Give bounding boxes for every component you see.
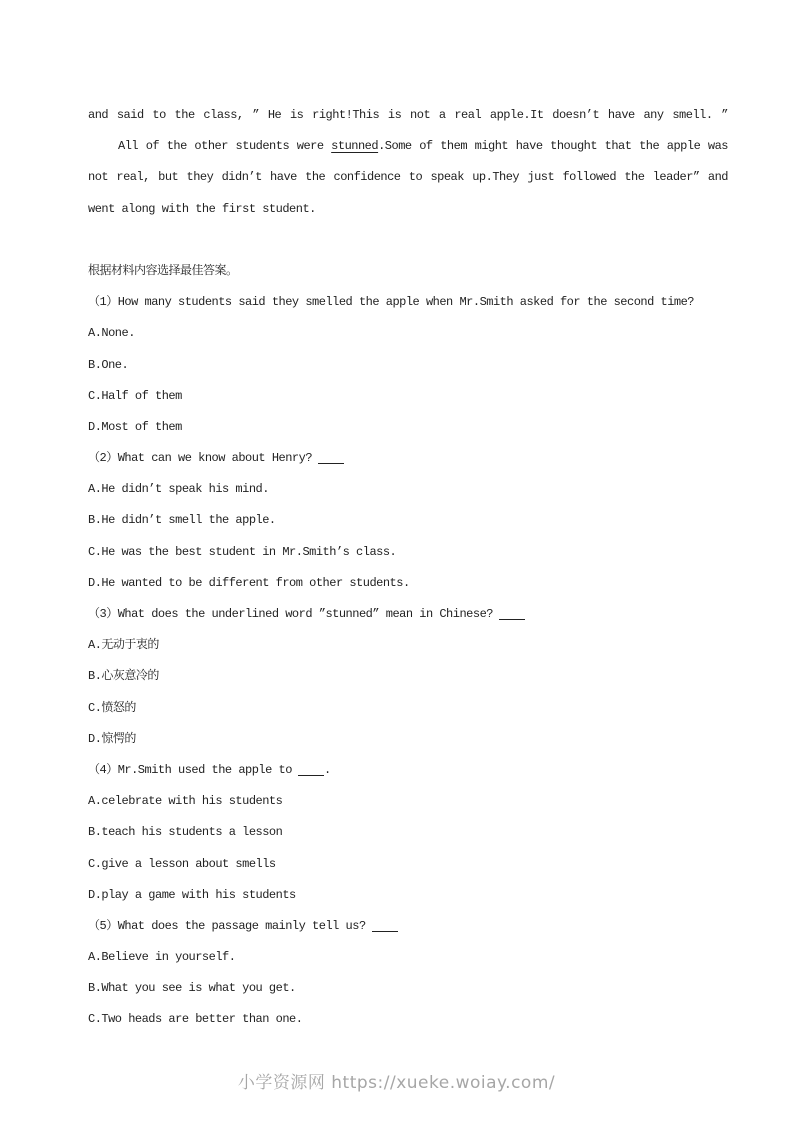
paragraph-line — [88, 131, 728, 162]
paragraph-text: All of the other students were — [118, 139, 332, 154]
question-1 — [88, 287, 728, 443]
answer-blank — [499, 605, 525, 620]
question-4 — [88, 755, 728, 911]
option-a: A.无动于衷的 — [88, 638, 159, 653]
footer-watermark: 小学资源网 https://xueke.woiay.com/ — [237, 1073, 556, 1093]
paragraph-line: not real, but they didn’t have the confidence to speak up.They just followed the leader” and — [88, 170, 728, 185]
option-d: D.play a game with his students — [88, 887, 296, 902]
answer-blank — [318, 449, 344, 464]
answer-blank — [372, 917, 398, 932]
paragraph-text: .Some of them might have thought that the apple was — [378, 139, 728, 154]
question-text-line — [88, 599, 728, 630]
question-label: （4） — [88, 762, 118, 777]
option-a: A.celebrate with his students — [88, 794, 283, 809]
option-a: A.Believe in yourself. — [88, 950, 236, 965]
question-text: Mr.Smith used the apple to — [117, 762, 292, 777]
question-text: What can we know about Henry? — [117, 451, 313, 466]
option-b: B.心灰意冷的 — [88, 669, 159, 684]
question-label: （2） — [88, 451, 118, 466]
underlined-word: stunned — [331, 139, 379, 154]
paragraph-line: and said to the class, ” He is right!This is not a real apple.It doesn’t have any smell. ” — [88, 108, 728, 122]
option-d: D.Most of them — [88, 419, 182, 434]
question-text-line — [88, 443, 728, 474]
question-text-line — [88, 755, 728, 786]
question-2 — [88, 443, 728, 599]
instruction-text: 根据材料内容选择最佳答案。 — [88, 263, 238, 278]
question-5 — [88, 911, 728, 1036]
question-suffix: . — [323, 762, 331, 777]
document-body — [88, 100, 728, 1036]
option-c: C.愤怒的 — [88, 700, 136, 715]
question-text-line — [88, 287, 728, 318]
option-d: D.惊愕的 — [88, 731, 136, 746]
option-a: A.None. — [88, 326, 135, 341]
option-c: C.give a lesson about smells — [88, 856, 276, 871]
option-b: B.What you see is what you get. — [88, 981, 296, 996]
question-label: （5） — [88, 918, 118, 933]
option-b: B.One. — [88, 357, 129, 372]
option-c: C.Half of them — [88, 388, 182, 403]
option-c: C.He was the best student in Mr.Smith’s class. — [88, 544, 397, 559]
option-b: B.teach his students a lesson — [88, 825, 283, 840]
paragraph-line: went along with the first student. — [88, 201, 316, 216]
question-label: （3） — [88, 607, 118, 621]
option-d: D.He wanted to be different from other students. — [88, 575, 410, 590]
answer-blank — [298, 761, 324, 776]
option-c: C.Two heads are better than one. — [88, 1012, 303, 1027]
option-a: A.He didn’t speak his mind. — [88, 482, 269, 497]
question-text: What does the passage mainly tell us? — [117, 918, 366, 933]
question-text-line — [88, 911, 728, 942]
question-label: （1） — [88, 295, 118, 310]
option-b: B.He didn’t smell the apple. — [88, 513, 276, 528]
question-text: How many students said they smelled the apple when Mr.Smith asked for the second time? — [117, 295, 695, 310]
question-text: What does the underlined word ”stunned” mean in Chinese? — [117, 607, 493, 621]
question-3 — [88, 599, 728, 755]
